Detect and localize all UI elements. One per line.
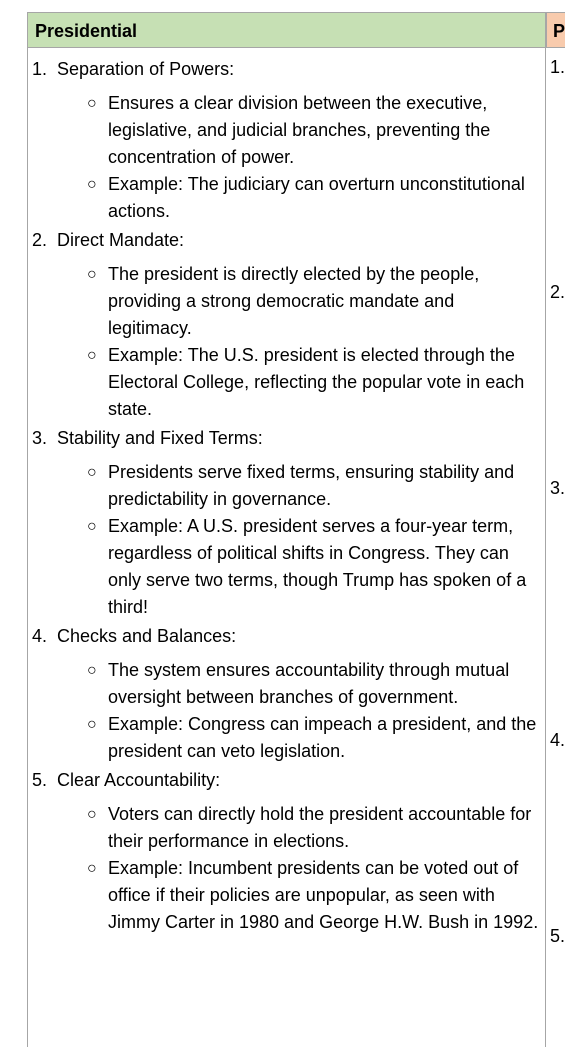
bullet-circle-icon: ○	[87, 95, 97, 112]
bullet-circle-icon: ○	[87, 716, 97, 733]
section-number: 5.	[32, 770, 48, 790]
list-item: ○ Example: Congress can impeach a president, and the president can veto legislation.	[32, 711, 542, 765]
section-4-bullets	[32, 657, 542, 765]
section-3-title	[32, 425, 542, 451]
section-number: 3.	[32, 428, 48, 448]
header-second-column-label: P	[553, 21, 565, 41]
header-second-column	[546, 12, 565, 48]
list-item: ○ Presidents serve fixed terms, ensuring stability and predictability in governance.	[32, 459, 542, 513]
section-4-title	[32, 623, 542, 649]
bullet-circle-icon: ○	[87, 176, 97, 193]
section-title: Clear Accountability:	[57, 770, 221, 790]
section-title: Direct Mandate:	[57, 230, 185, 250]
second-column-number-4: 4.	[550, 730, 565, 750]
bullet-circle-icon: ○	[87, 860, 97, 877]
section-2-bullets	[32, 261, 542, 423]
second-column-number-1: 1.	[550, 57, 565, 77]
bullet-circle-icon: ○	[87, 347, 97, 364]
list-item: ○ Example: Incumbent presidents can be voted out of office if their policies are unpopular, as seen with Jimmy Carter in 1980 and George H.W. Bush in 1992.	[32, 855, 542, 936]
header-presidential-label: Presidential	[35, 21, 138, 41]
section-title: Checks and Balances:	[57, 626, 237, 646]
section-5-title	[32, 767, 542, 793]
section-2-title	[32, 227, 542, 253]
presidential-column	[27, 48, 546, 1047]
section-3-bullets	[32, 459, 542, 621]
list-item: ○ The system ensures accountability through mutual oversight between branches of government.	[32, 657, 542, 711]
bullet-circle-icon: ○	[87, 464, 97, 481]
second-column	[546, 48, 565, 1047]
section-title: Separation of Powers:	[57, 59, 235, 79]
section-number: 2.	[32, 230, 48, 250]
comparison-table	[27, 12, 565, 1047]
list-item: ○ Example: The judiciary can overturn unconstitutional actions.	[32, 171, 542, 225]
section-1-title	[32, 56, 542, 82]
second-column-number-3: 3.	[550, 478, 565, 498]
bullet-circle-icon: ○	[87, 266, 97, 283]
section-title: Stability and Fixed Terms:	[57, 428, 263, 448]
section-number: 1.	[32, 59, 48, 79]
section-5-bullets	[32, 801, 542, 936]
list-item: ○ The president is directly elected by the people, providing a strong democratic mandate and legitimacy.	[32, 261, 542, 342]
bullet-circle-icon: ○	[87, 518, 97, 535]
list-item: ○ Voters can directly hold the president accountable for their performance in elections.	[32, 801, 542, 855]
presidential-content	[32, 56, 542, 938]
section-number: 4.	[32, 626, 48, 646]
second-column-number-2: 2.	[550, 282, 565, 302]
section-1-bullets	[32, 90, 542, 225]
list-item: ○ Example: The U.S. president is elected through the Electoral College, reflecting the popular vote in each state.	[32, 342, 542, 423]
second-column-number-5: 5.	[550, 926, 565, 946]
bullet-circle-icon: ○	[87, 806, 97, 823]
list-item: ○ Ensures a clear division between the executive, legislative, and judicial branches, preventing the concentration of power.	[32, 90, 542, 171]
header-presidential	[27, 12, 546, 48]
bullet-circle-icon: ○	[87, 662, 97, 679]
list-item: ○ Example: A U.S. president serves a four-year term, regardless of political shifts in Congress. They can only serve two terms, though Trump has spoken of a third!	[32, 513, 542, 621]
